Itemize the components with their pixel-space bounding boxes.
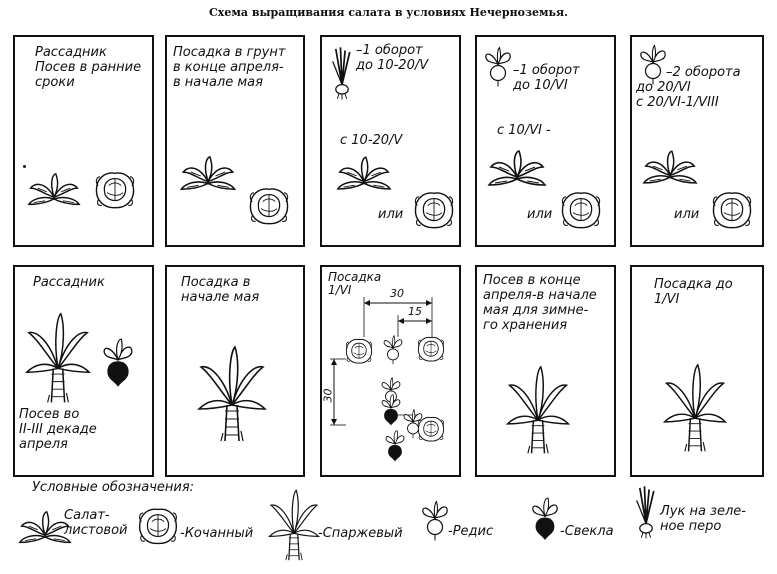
beet-icon — [101, 337, 135, 389]
beet-icon — [530, 494, 560, 544]
panel-bottom-1-text-b: Посев во II-III декаде апреля — [19, 407, 97, 452]
panel-top-3-text-b: с 10-20/V — [340, 133, 403, 148]
green-onion-icon — [328, 41, 356, 105]
legend-label-leaf-lettuce: Салат- листовой — [64, 508, 128, 538]
panel-top-3-text-a: –1 оборот до 10-20/V — [356, 43, 429, 73]
radish-icon — [420, 498, 450, 544]
head-lettuce-icon — [412, 189, 456, 231]
leaf-lettuce-icon — [336, 155, 392, 193]
panel-bottom-5-text: Посадка до 1/VI — [654, 277, 733, 307]
head-lettuce-icon — [559, 189, 603, 231]
leaf-lettuce-icon — [487, 149, 547, 189]
asparagus-lettuce-icon — [505, 365, 571, 457]
or-label: или — [674, 207, 700, 222]
panel-top-4-text-b: с 10/VI - — [497, 123, 551, 138]
beet-icon — [380, 393, 402, 427]
legend-label-head-lettuce: -Кочанный — [180, 526, 254, 541]
asparagus-lettuce-icon — [662, 363, 728, 455]
panel-bottom-3-text: Посадка 1/VI — [328, 270, 382, 297]
asparagus-lettuce-icon — [268, 488, 320, 564]
or-label: или — [378, 207, 404, 222]
panel-bottom-1-text-a: Рассадник — [33, 275, 105, 290]
panel-bottom-2 — [165, 265, 305, 477]
legend-caption: Условные обозначения: — [32, 480, 195, 495]
panel-bottom-1 — [13, 265, 154, 477]
leaf-lettuce-icon — [179, 155, 237, 193]
panel-bottom-4 — [475, 265, 616, 477]
legend-label-radish: -Редис — [448, 524, 494, 539]
panel-top-1 — [13, 35, 154, 247]
dimension-15: 15 — [408, 305, 422, 318]
panel-bottom-4-text: Посев в конце апреля-в начале мая для зимне- го хранения — [483, 273, 597, 333]
panel-top-3 — [320, 35, 461, 247]
green-onion-icon — [632, 484, 660, 540]
panel-bottom-5 — [630, 265, 764, 477]
panel-top-2-text: Посадка в грунт в конце апреля- в начале мая — [173, 45, 286, 90]
panel-top-2 — [165, 35, 305, 247]
head-lettuce-icon — [247, 185, 291, 227]
panel-top-4-text-a: –1 оборот до 10/VI — [513, 63, 580, 93]
legend-label-asparagus-lettuce: -Спаржевый — [318, 526, 403, 541]
panel-top-1-text: Рассадник Посев в ранние сроки — [35, 45, 142, 90]
head-lettuce-icon — [416, 415, 446, 443]
dimension-30-horizontal: 30 — [390, 287, 404, 300]
panel-bottom-3 — [320, 265, 461, 477]
head-lettuce-icon — [710, 189, 754, 231]
legend-label-green-onion: Лук на зеле- ное перо — [660, 504, 746, 534]
asparagus-lettuce-icon — [197, 345, 267, 445]
asparagus-lettuce-icon — [25, 311, 91, 407]
dimension-30-vertical: 30 — [321, 388, 335, 403]
diagram-title: Схема выращивания салата в условиях Нечерноземья. — [209, 6, 568, 19]
legend-label-beet: -Свекла — [560, 524, 614, 539]
dot-mark — [23, 165, 26, 168]
radish-icon — [382, 333, 404, 367]
head-lettuce-icon — [344, 337, 374, 365]
radish-icon — [483, 45, 513, 89]
panel-top-5 — [630, 35, 764, 247]
or-label: или — [527, 207, 553, 222]
panel-top-4 — [475, 35, 616, 247]
head-lettuce-icon — [416, 335, 446, 363]
leaf-lettuce-icon — [642, 149, 698, 187]
panel-top-5-text-a: –2 оборота до 20/VI с 20/VI-1/VIII — [636, 65, 741, 110]
head-lettuce-icon — [93, 169, 137, 211]
head-lettuce-icon — [136, 506, 180, 546]
leaf-lettuce-icon — [27, 172, 81, 208]
panel-bottom-2-text: Посадка в начале мая — [181, 275, 260, 305]
beet-icon — [384, 429, 406, 463]
